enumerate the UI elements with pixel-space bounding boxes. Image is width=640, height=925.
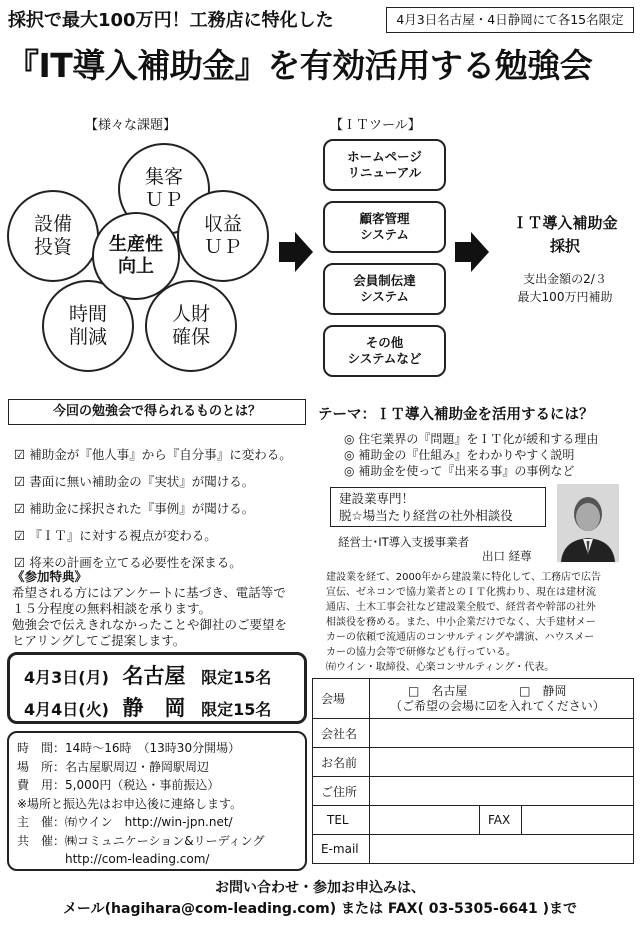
issue-circle-bottom-right — [145, 280, 237, 372]
productivity-circle — [92, 212, 180, 300]
issue-label: 収益 — [203, 213, 242, 236]
form-row-name — [313, 748, 634, 777]
benefits-heading: 今回の勉強会で得られるものとは？ — [8, 399, 306, 425]
speaker-name: 出口 経尊 — [482, 549, 532, 563]
result-title — [490, 212, 640, 257]
theme-text: 補助金を使って『出来る事』の事例など — [358, 464, 575, 478]
bullet-icon: ◎ — [344, 464, 355, 478]
address-label: ご住所 — [313, 777, 370, 806]
footer-line-1: お問い合わせ・参加お申込みは、 — [215, 880, 425, 896]
list-item — [14, 472, 314, 499]
tool-label: 会員制伝達 — [353, 273, 416, 289]
speaker-role: 経営士･IT導入支援事業者 — [338, 535, 470, 549]
company-field[interactable] — [370, 719, 634, 748]
fax-field[interactable] — [522, 806, 634, 835]
result-note-line: 支出金額の2/３ — [523, 272, 607, 286]
issue-label: 確保 — [171, 326, 210, 348]
bio-line: 相談役を務める。また、中小企業だけでなく、大手建材メー — [326, 617, 596, 628]
form-row-tel-fax — [313, 806, 634, 835]
checkbox-checked-icon: ☑ — [14, 501, 26, 516]
tool-box-other — [323, 325, 446, 377]
tool-box-crm — [323, 201, 446, 253]
session-limit: 限定15名 — [201, 668, 272, 687]
tool-label: システム — [360, 227, 409, 242]
issues-heading: 【様々な課題】 — [85, 118, 177, 133]
application-form — [312, 678, 634, 864]
tools-heading: 【ＩＴツール】 — [330, 118, 421, 133]
issue-label: 削減 — [68, 326, 107, 348]
person-photo-icon — [557, 484, 619, 562]
list-item — [14, 526, 314, 553]
details-box — [7, 731, 307, 871]
benefits-list — [14, 445, 314, 580]
tokuten-heading: 《参加特典》 — [12, 569, 88, 584]
bio-line: ㈲ウイン・取締役、心楽コンサルティング・代表。 — [326, 662, 555, 673]
list-item — [14, 499, 314, 526]
address-field[interactable] — [370, 777, 634, 806]
tel-label: TEL — [313, 806, 370, 835]
result-title-line: 採択 — [549, 236, 580, 255]
issue-circle-right — [177, 190, 269, 282]
footer-line-2: メール(hagihara@com-leading.com) または FAX( 03-5305-6641 )まで — [62, 901, 578, 917]
checkbox-checked-icon: ☑ — [14, 474, 26, 489]
bio-line: カーの依頼で流通店のコンサルティングや講演、ハウスメー — [326, 632, 595, 643]
arrow-right-icon — [455, 230, 489, 274]
issue-label: 人財 — [171, 303, 210, 326]
email-field[interactable] — [370, 835, 634, 864]
theme-text: 住宅業界の『問題』をＩＴ化が緩和する理由 — [358, 432, 599, 446]
center-label: 向上 — [118, 256, 154, 277]
tool-label: その他 — [365, 335, 404, 351]
result-note — [495, 270, 635, 306]
session-row — [24, 692, 271, 722]
tool-label: システムなど — [347, 351, 422, 366]
email-label: E-mail — [313, 835, 370, 864]
session-limit: 限定15名 — [201, 700, 272, 719]
checkbox-checked-icon: ☑ — [14, 447, 26, 462]
list-item — [344, 463, 598, 479]
center-label: 生産性 — [109, 234, 163, 256]
dates-badge: 4月3日名古屋・4日静岡にて各15名限定 — [386, 7, 634, 33]
detail-line: ※場所と振込先はお申込後に連絡します。 — [17, 796, 243, 811]
bio-line: 通店、土木工事会社など建設業全般で、経営者や幹部の社外 — [326, 602, 596, 613]
speaker-catch-line: 建設業専門！ — [339, 491, 415, 506]
speaker-photo — [557, 484, 619, 562]
issue-label: ＵＰ — [144, 189, 183, 211]
benefit-text: 『ＩＴ』に対する視点が変わる。 — [29, 528, 217, 543]
tokuten-line: ヒアリングしてご提案します。 — [12, 633, 186, 648]
session-date: 4月4日(火) — [24, 700, 109, 719]
form-row-email — [313, 835, 634, 864]
theme-heading: テーマ：ＩＴ導入補助金を活用するには？ — [318, 407, 594, 423]
tagline: 採択で最大100万円！工務店に特化した — [8, 10, 334, 31]
speaker-bio — [326, 570, 638, 675]
speaker-catch — [330, 487, 546, 527]
detail-line: 時 間：14時〜16時 （13時30分開場） — [17, 741, 241, 755]
list-item — [344, 447, 598, 463]
venue-option-shizuoka[interactable]: □ 静岡 — [519, 683, 567, 698]
tool-label: 顧客管理 — [359, 211, 410, 227]
session-date: 4月3日(月) — [24, 668, 109, 687]
session-city: 静 岡 — [122, 696, 186, 720]
detail-line: 主 催：㈲ウイン http://win-jpn.net/ — [17, 815, 233, 829]
checkbox-checked-icon: ☑ — [14, 528, 26, 543]
benefit-text: 将来の計画を立てる必要性を深まる。 — [29, 555, 242, 570]
form-row-address — [313, 777, 634, 806]
theme-text: 補助金の『仕組み』をわかりやすく説明 — [358, 448, 575, 462]
session-row — [24, 660, 271, 690]
result-note-line: 最大100万円補助 — [517, 290, 613, 304]
tool-label: リニューアル — [347, 165, 422, 180]
tool-label: ホームページ — [347, 149, 422, 165]
bio-line: 建設業を経て、2000年から建設業に特化して、工務店で広告 — [326, 572, 602, 583]
venue-field[interactable] — [370, 679, 634, 719]
benefit-text: 補助金に採択された『事例』が聞ける。 — [29, 501, 255, 516]
bullet-icon: ◎ — [344, 448, 355, 462]
company-label: 会社名 — [313, 719, 370, 748]
form-row-company — [313, 719, 634, 748]
tool-box-member — [323, 263, 446, 315]
bio-line: 宣伝、ゼネコンで協力業者とのＩＴ化携わり、現在は建材流 — [326, 587, 596, 598]
detail-line: 共 催：㈱コミュニケーション&リーディング — [17, 833, 265, 848]
checkbox-checked-icon: ☑ — [14, 555, 26, 570]
bio-line: カーの協力会等で研修なども行っている。 — [326, 647, 516, 658]
session-city: 名古屋 — [122, 664, 186, 688]
tokuten-line: 希望される方にはアンケートに基づき、電話等で — [12, 585, 286, 600]
name-field[interactable] — [370, 748, 634, 777]
form-row-venue — [313, 679, 634, 719]
venue-label: 会場 — [313, 679, 370, 719]
arrow-right-icon — [279, 230, 313, 274]
issue-label: 集客 — [144, 166, 183, 189]
theme-list — [344, 431, 598, 479]
sessions-box — [7, 652, 307, 724]
speaker-catch-line: 脱☆場当たり経営の社外相談役 — [339, 508, 513, 523]
issue-circle-left — [7, 190, 99, 282]
benefit-text: 書面に無い補助金の『実状』が聞ける。 — [29, 474, 255, 489]
fax-label: FAX — [480, 806, 522, 835]
detail-line: http://com-leading.com/ — [17, 852, 210, 866]
list-item — [344, 431, 598, 447]
tel-field[interactable] — [370, 806, 480, 835]
venue-option-nagoya[interactable]: □ 名古屋 — [408, 683, 468, 698]
tokuten-line: １５分程度の無料相談を承ります。 — [12, 601, 212, 616]
page-title: 『IT導入補助金』を有効活用する勉強会 — [6, 46, 593, 85]
tool-box-homepage — [323, 139, 446, 191]
bullet-icon: ◎ — [344, 432, 355, 446]
detail-line: 費 用：5,000円（税込・事前振込） — [17, 778, 220, 792]
venue-note: （ご希望の会場に☑を入れてください） — [390, 698, 605, 713]
benefit-text: 補助金が『他人事』から『自分事』に変わる。 — [29, 447, 292, 462]
list-item — [14, 445, 314, 472]
tokuten-text — [12, 585, 312, 649]
detail-line: 場 所：名古屋駅周辺・静岡駅周辺 — [17, 759, 210, 774]
tokuten-line: 勉強会で伝えきれなかったことや御社のご要望を — [12, 617, 288, 632]
result-title-line: ＩＴ導入補助金 — [512, 214, 618, 232]
tool-label: システム — [360, 289, 409, 304]
name-label: お名前 — [313, 748, 370, 777]
issue-label: 設備 — [33, 213, 72, 236]
issue-label: 時間 — [68, 303, 107, 326]
issue-label: 投資 — [33, 236, 72, 258]
issue-label: ＵＰ — [203, 236, 242, 258]
